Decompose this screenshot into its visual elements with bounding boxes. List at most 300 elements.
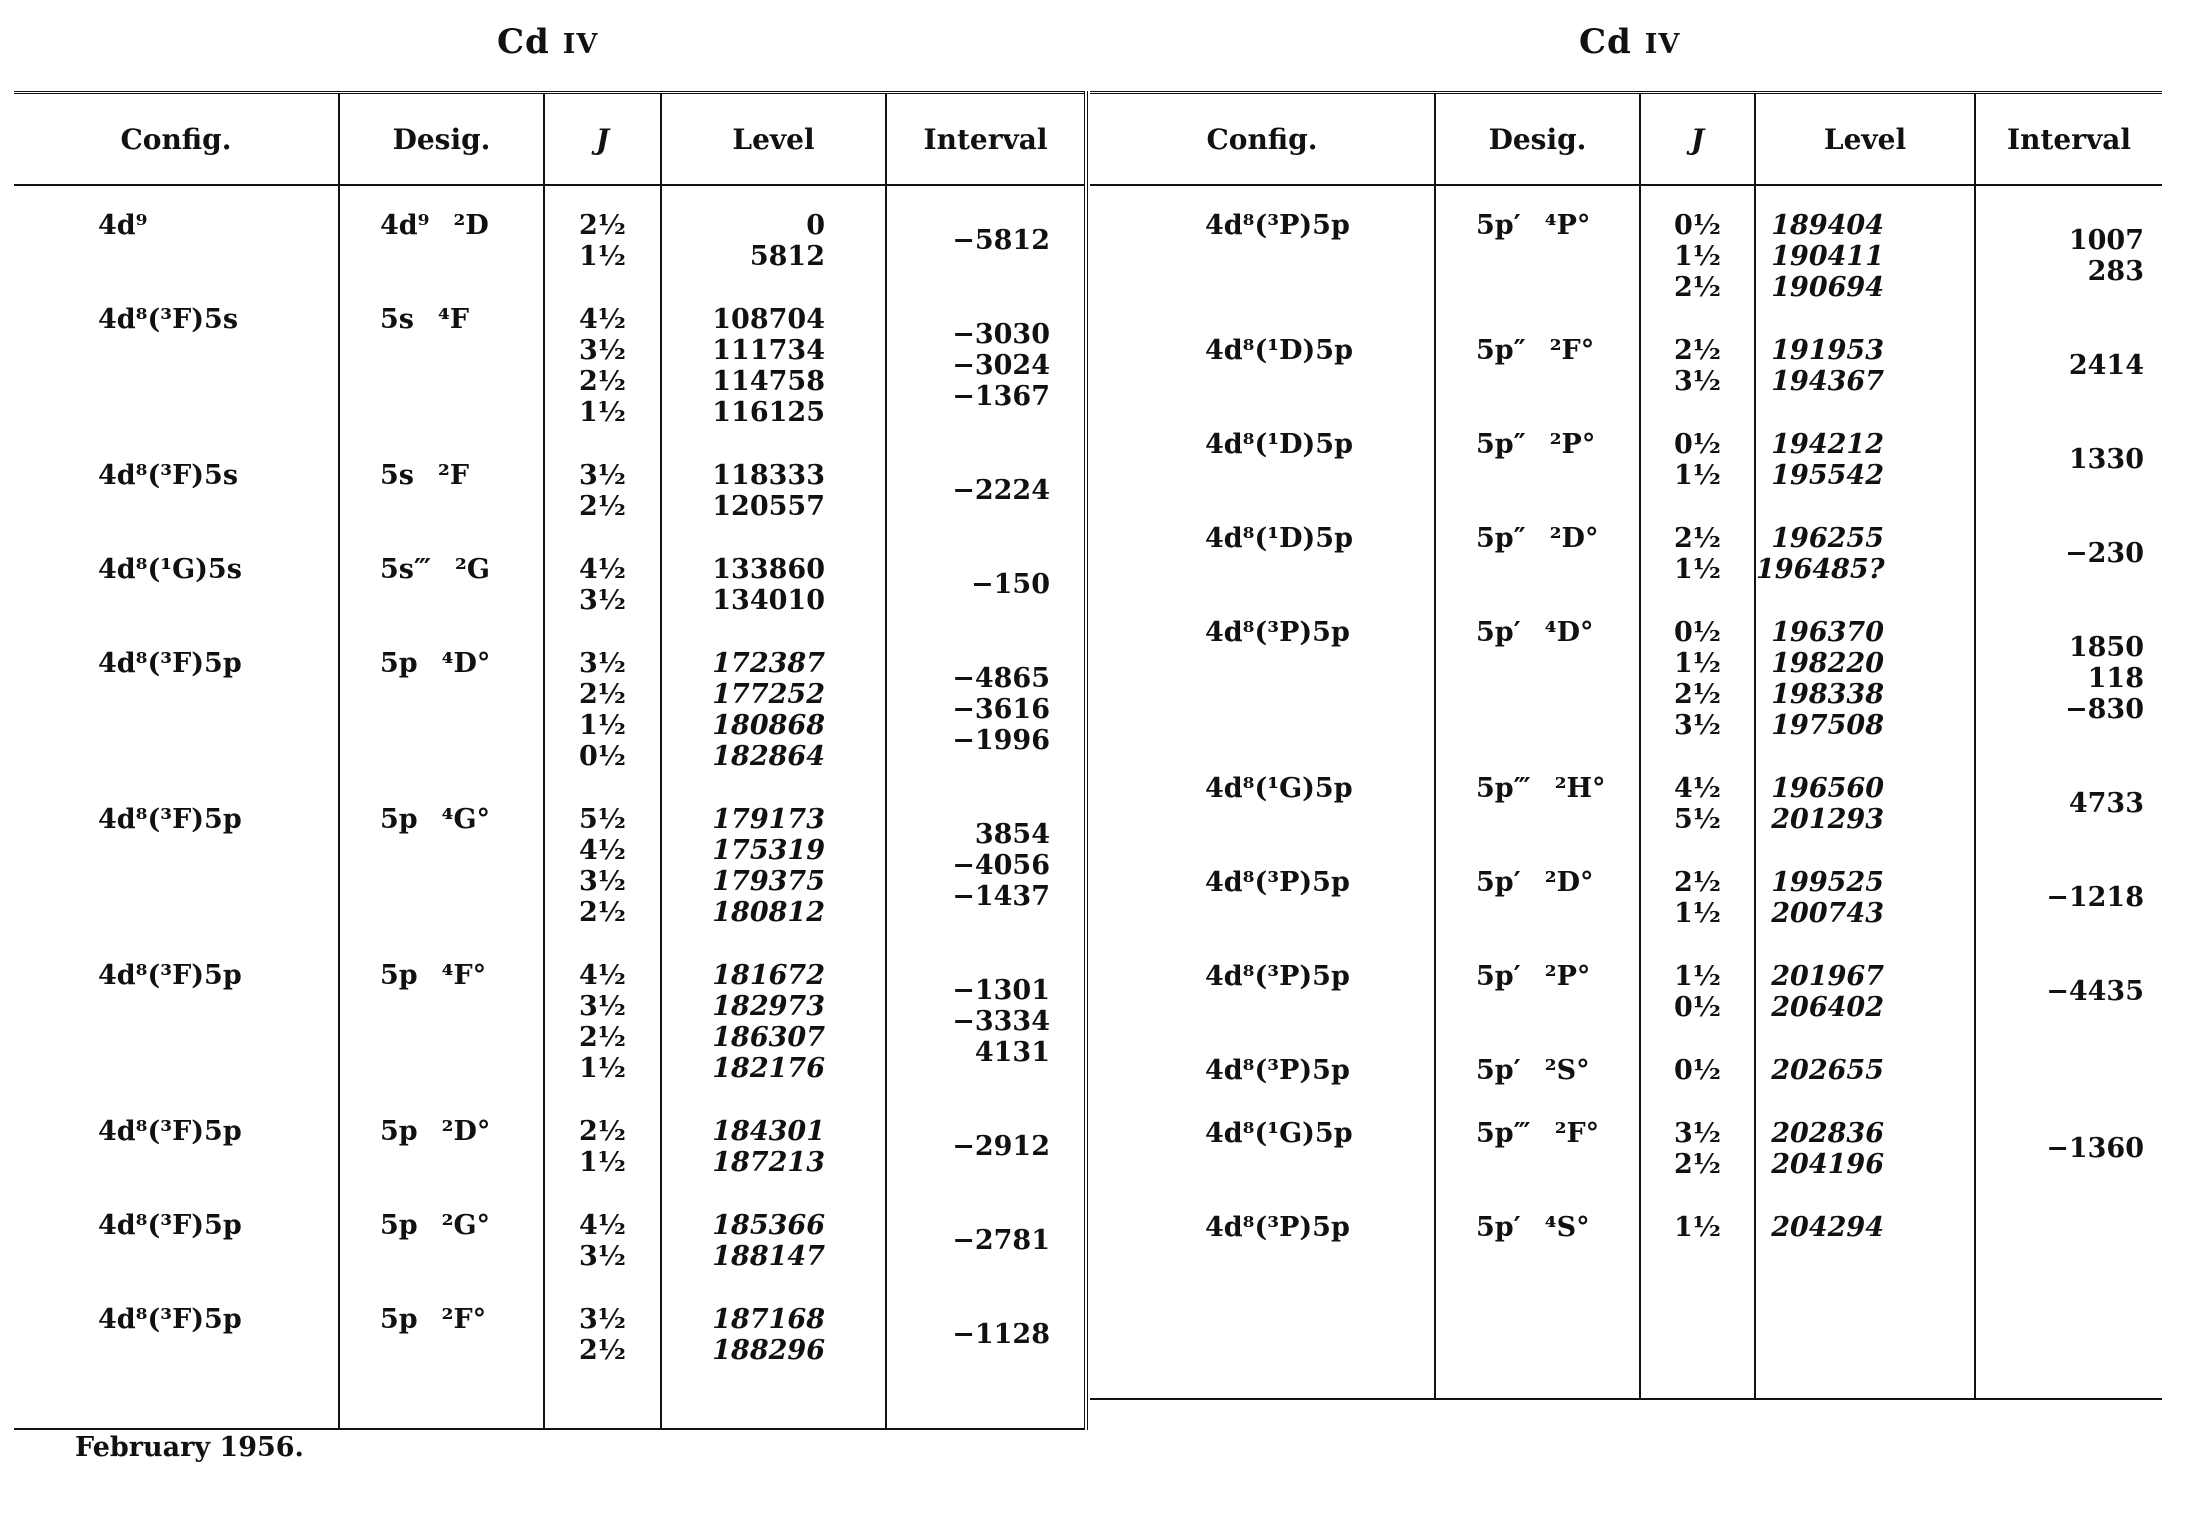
j-cell (1640, 1108, 1755, 1202)
interval-value: 283 (2087, 256, 2144, 287)
desig-cell (339, 950, 544, 1106)
j-cell (1640, 951, 1755, 1045)
j-value: 3½ (579, 460, 626, 491)
level-cell (1755, 1045, 1975, 1108)
page-title-left (497, 22, 598, 62)
level-value: 186307 (712, 1022, 825, 1053)
desig-text: 5p′ (1476, 1055, 1521, 1086)
j-value: 0½ (1674, 1055, 1721, 1086)
table-row (1090, 857, 2162, 951)
level-value: 108704 (712, 304, 825, 335)
interval-cell (1975, 951, 2162, 1045)
desig-cell (1435, 607, 1640, 763)
desig-text: 5p′ (1476, 867, 1521, 898)
term-symbol: ²D° (441, 1116, 491, 1147)
config-text: 4d⁸(³F)5p (98, 648, 242, 679)
level-cell (661, 638, 886, 794)
level-value: 198338 (1771, 679, 1884, 710)
interval-cell (1975, 1202, 2162, 1265)
level-value: 179375 (712, 866, 825, 897)
interval-cell (886, 950, 1086, 1106)
j-value: 4½ (579, 554, 626, 585)
config-text: 4d⁸(¹D)5p (1205, 523, 1353, 554)
level-value: 200743 (1771, 898, 1884, 929)
config-text: 4d⁸(³P)5p (1205, 1212, 1350, 1243)
j-cell (1640, 185, 1755, 325)
level-cell (661, 794, 886, 950)
level-cell (661, 544, 886, 638)
j-value: 2½ (579, 1335, 626, 1366)
j-cell (544, 950, 661, 1106)
j-value: 3½ (579, 991, 626, 1022)
config-cell (1090, 185, 1435, 325)
config-text: 4d⁸(³F)5p (98, 1304, 242, 1335)
level-value: 181672 (712, 960, 825, 991)
header-desig: Desig. (1435, 93, 1640, 186)
interval-cell (1975, 857, 2162, 951)
config-text: 4d⁸(¹G)5s (98, 554, 242, 585)
config-cell (1090, 1045, 1435, 1108)
empty-cell (339, 1388, 544, 1429)
desig-text: 5p (380, 1210, 418, 1241)
term-symbol: ²S° (1544, 1055, 1590, 1086)
level-cell (661, 1294, 886, 1388)
j-value: 3½ (579, 866, 626, 897)
term-symbol: ⁴F° (441, 960, 487, 991)
j-value: 3½ (579, 1304, 626, 1335)
j-value: 2½ (579, 491, 626, 522)
j-value: 3½ (1674, 366, 1721, 397)
interval-value: −1218 (2046, 882, 2144, 913)
level-value: 172387 (712, 648, 825, 679)
j-cell (544, 544, 661, 638)
header-desig: Desig. (339, 93, 544, 186)
level-value: 133860 (712, 554, 825, 585)
config-cell (14, 185, 339, 294)
interval-value: −3024 (952, 350, 1050, 381)
energy-level-table-left (14, 91, 1088, 1430)
desig-cell (339, 638, 544, 794)
config-text: 4d⁸(³F)5p (98, 1210, 242, 1241)
desig-cell (1435, 513, 1640, 607)
j-value: 4½ (579, 304, 626, 335)
config-text: 4d⁸(³F)5p (98, 1116, 242, 1147)
table-row (1090, 763, 2162, 857)
desig-text: 5s‴ (380, 554, 431, 585)
desig-cell (339, 450, 544, 544)
config-text: 4d⁸(³F)5p (98, 960, 242, 991)
level-value: 197508 (1771, 710, 1884, 741)
table-row (14, 794, 1086, 950)
desig-text: 5p (380, 804, 418, 835)
level-value: 198220 (1771, 648, 1884, 679)
term-symbol: ²F° (1549, 335, 1595, 366)
j-value: 5½ (1674, 804, 1721, 835)
level-cell (1755, 1202, 1975, 1265)
config-cell (14, 638, 339, 794)
desig-text: 5p′ (1476, 210, 1521, 241)
desig-cell (1435, 857, 1640, 951)
config-cell (14, 294, 339, 450)
j-value: 0½ (1674, 429, 1721, 460)
j-value: 1½ (579, 1147, 626, 1178)
config-cell (14, 950, 339, 1106)
interval-value: −3616 (952, 694, 1050, 725)
j-value: 1½ (579, 397, 626, 428)
interval-cell (1975, 513, 2162, 607)
level-cell (1755, 1108, 1975, 1202)
interval-value: −2912 (952, 1131, 1050, 1162)
j-value: 2½ (579, 366, 626, 397)
j-cell (1640, 1202, 1755, 1265)
desig-cell (339, 1294, 544, 1388)
desig-text: 4d⁹ (380, 210, 430, 241)
level-cell (1755, 951, 1975, 1045)
j-value: 0½ (1674, 210, 1721, 241)
level-value: 191953 (1771, 335, 1884, 366)
table-row (14, 185, 1086, 294)
level-cell (1755, 185, 1975, 325)
level-value: 111734 (712, 335, 825, 366)
config-text: 4d⁸(³P)5p (1205, 617, 1350, 648)
interval-value: 1850 (2068, 632, 2144, 663)
table-row (14, 1106, 1086, 1200)
table-row (14, 544, 1086, 638)
desig-text: 5p″ (1476, 429, 1526, 460)
level-value: 195542 (1771, 460, 1884, 491)
level-cell (1755, 325, 1975, 419)
interval-value: −2224 (952, 475, 1050, 506)
filler-row (1090, 1265, 2162, 1399)
header-interval: Interval (1975, 93, 2162, 186)
desig-cell (339, 794, 544, 950)
interval-value: −4435 (2046, 976, 2144, 1007)
j-value: 3½ (1674, 1118, 1721, 1149)
level-value: 204294 (1771, 1212, 1884, 1243)
desig-cell (1435, 419, 1640, 513)
j-value: 1½ (1674, 460, 1721, 491)
j-value: 1½ (1674, 554, 1721, 585)
config-cell (14, 1106, 339, 1200)
interval-value: 2414 (2068, 350, 2144, 381)
empty-cell (1975, 1265, 2162, 1399)
header-j: J (544, 93, 661, 186)
term-symbol: ²P° (1544, 961, 1591, 992)
term-symbol: ²D (453, 210, 489, 241)
desig-text: 5p′ (1476, 961, 1521, 992)
level-value: 120557 (712, 491, 825, 522)
j-value: 2½ (1674, 867, 1721, 898)
term-symbol: ²G° (441, 1210, 491, 1241)
table-body-left (14, 185, 1086, 1429)
desig-text: 5p‴ (1476, 773, 1531, 804)
config-text: 4d⁸(³F)5p (98, 804, 242, 835)
j-value: 3½ (579, 585, 626, 616)
term-symbol: ²D° (1549, 523, 1599, 554)
desig-cell (339, 544, 544, 638)
header-row (14, 93, 1086, 186)
level-value: 196485? (1756, 554, 1885, 585)
page-title-right (1579, 22, 1680, 62)
level-cell (661, 450, 886, 544)
empty-cell (544, 1388, 661, 1429)
level-cell (1755, 513, 1975, 607)
term-symbol: ²D° (1544, 867, 1594, 898)
interval-cell (1975, 419, 2162, 513)
level-cell (661, 1200, 886, 1294)
interval-cell (886, 1294, 1086, 1388)
desig-cell (1435, 1108, 1640, 1202)
j-value: 1½ (1674, 241, 1721, 272)
j-cell (1640, 419, 1755, 513)
level-value: 190411 (1771, 241, 1884, 272)
level-value: 202655 (1771, 1055, 1884, 1086)
j-value: 4½ (579, 960, 626, 991)
level-value: 196560 (1771, 773, 1884, 804)
interval-value: 4131 (974, 1037, 1050, 1068)
level-cell (661, 185, 886, 294)
header-config: Config. (14, 93, 339, 186)
desig-text: 5p (380, 1116, 418, 1147)
header-config: Config. (1090, 93, 1435, 186)
interval-value: −5812 (952, 225, 1050, 256)
interval-cell (1975, 763, 2162, 857)
title-left-stage: IV (562, 29, 599, 60)
interval-value: −4056 (952, 850, 1050, 881)
table-row (1090, 325, 2162, 419)
level-value: 187168 (712, 1304, 825, 1335)
level-value: 196370 (1771, 617, 1884, 648)
desig-text: 5p′ (1476, 617, 1521, 648)
table-row (14, 950, 1086, 1106)
desig-text: 5p (380, 1304, 418, 1335)
desig-text: 5p″ (1476, 335, 1526, 366)
config-cell (1090, 325, 1435, 419)
interval-value: −1437 (952, 881, 1050, 912)
header-level: Level (1755, 93, 1975, 186)
term-symbol: ²G (455, 554, 490, 585)
empty-cell (886, 1388, 1086, 1429)
config-cell (14, 794, 339, 950)
desig-cell (1435, 951, 1640, 1045)
j-value: 5½ (579, 804, 626, 835)
j-value: 2½ (1674, 335, 1721, 366)
j-value: 4½ (579, 835, 626, 866)
desig-text: 5p″ (1476, 523, 1526, 554)
j-value: 1½ (1674, 961, 1721, 992)
level-value: 177252 (712, 679, 825, 710)
interval-value: −150 (971, 569, 1050, 600)
header-interval: Interval (886, 93, 1086, 186)
interval-cell (886, 638, 1086, 794)
interval-value: 4733 (2068, 788, 2144, 819)
table-row (14, 450, 1086, 544)
config-text: 4d⁸(¹G)5p (1205, 1118, 1353, 1149)
config-text: 4d⁸(¹D)5p (1205, 335, 1353, 366)
term-symbol: ²F° (441, 1304, 487, 1335)
j-value: 1½ (1674, 1212, 1721, 1243)
interval-cell (1975, 607, 2162, 763)
j-value: 2½ (1674, 523, 1721, 554)
level-value: 180812 (712, 897, 825, 928)
level-value: 206402 (1771, 992, 1884, 1023)
interval-value: −1996 (952, 725, 1050, 756)
level-cell (1755, 857, 1975, 951)
energy-level-table-right (1090, 91, 2162, 1400)
term-symbol: ⁴D° (441, 648, 491, 679)
level-value: 182973 (712, 991, 825, 1022)
j-value: 3½ (1674, 710, 1721, 741)
j-cell (544, 638, 661, 794)
level-value: 202836 (1771, 1118, 1884, 1149)
table-row (1090, 1202, 2162, 1265)
interval-value: −1128 (952, 1319, 1050, 1350)
term-symbol: ²H° (1554, 773, 1606, 804)
level-cell (661, 1106, 886, 1200)
table-row (1090, 607, 2162, 763)
header-j: J (1640, 93, 1755, 186)
desig-cell (339, 1106, 544, 1200)
level-value: 182176 (712, 1053, 825, 1084)
level-value: 201967 (1771, 961, 1884, 992)
desig-cell (1435, 763, 1640, 857)
footer-date: February 1956. (75, 1432, 304, 1463)
j-value: 3½ (579, 1241, 626, 1272)
level-value: 5812 (749, 241, 825, 272)
config-text: 4d⁹ (98, 210, 148, 241)
config-text: 4d⁸(³P)5p (1205, 961, 1350, 992)
interval-value: −1301 (952, 975, 1050, 1006)
table-row (1090, 1045, 2162, 1108)
j-value: 3½ (579, 648, 626, 679)
table-body-right (1090, 185, 2162, 1399)
level-value: 0 (806, 210, 825, 241)
interval-cell (886, 1106, 1086, 1200)
level-value: 134010 (712, 585, 825, 616)
level-value: 188147 (712, 1241, 825, 1272)
desig-text: 5p (380, 960, 418, 991)
level-value: 182864 (712, 741, 825, 772)
j-cell (1640, 325, 1755, 419)
config-cell (1090, 419, 1435, 513)
level-value: 179173 (712, 804, 825, 835)
interval-value: −2781 (952, 1225, 1050, 1256)
interval-cell (1975, 1108, 2162, 1202)
level-value: 190694 (1771, 272, 1884, 303)
empty-cell (14, 1388, 339, 1429)
interval-value: −1367 (952, 381, 1050, 412)
config-cell (1090, 951, 1435, 1045)
interval-value: −4865 (952, 663, 1050, 694)
j-value: 2½ (579, 679, 626, 710)
interval-cell (886, 794, 1086, 950)
interval-value: 3854 (974, 819, 1050, 850)
j-cell (1640, 513, 1755, 607)
j-cell (1640, 763, 1755, 857)
desig-text: 5s (380, 460, 414, 491)
interval-value: −230 (2065, 538, 2144, 569)
term-symbol: ²P° (1549, 429, 1596, 460)
config-text: 4d⁸(³P)5p (1205, 867, 1350, 898)
config-cell (14, 544, 339, 638)
interval-value: −830 (2065, 694, 2144, 725)
table-row (14, 1294, 1086, 1388)
j-value: 1½ (1674, 648, 1721, 679)
j-value: 4½ (1674, 773, 1721, 804)
j-value: 1½ (579, 1053, 626, 1084)
term-symbol: ²F (438, 460, 469, 491)
config-text: 4d⁸(³P)5p (1205, 1055, 1350, 1086)
config-cell (14, 1294, 339, 1388)
j-value: 0½ (1674, 992, 1721, 1023)
level-value: 184301 (712, 1116, 825, 1147)
config-text: 4d⁸(³P)5p (1205, 210, 1350, 241)
config-cell (14, 1200, 339, 1294)
config-text: 4d⁸(³F)5s (98, 304, 239, 335)
j-value: 2½ (1674, 679, 1721, 710)
level-value: 187213 (712, 1147, 825, 1178)
j-value: 2½ (1674, 272, 1721, 303)
filler-row (14, 1388, 1086, 1429)
interval-value: −1360 (2046, 1133, 2144, 1164)
level-value: 175319 (712, 835, 825, 866)
config-text: 4d⁸(³F)5s (98, 460, 239, 491)
table-row (1090, 419, 2162, 513)
term-symbol: ⁴G° (441, 804, 491, 835)
j-value: 2½ (1674, 1149, 1721, 1180)
config-cell (1090, 513, 1435, 607)
j-cell (544, 185, 661, 294)
j-value: 2½ (579, 1022, 626, 1053)
table-row (1090, 951, 2162, 1045)
j-value: 4½ (579, 1210, 626, 1241)
j-cell (1640, 1045, 1755, 1108)
level-cell (661, 950, 886, 1106)
desig-text: 5p (380, 648, 418, 679)
table-row (14, 294, 1086, 450)
table-row (1090, 1108, 2162, 1202)
interval-value: 1007 (2068, 225, 2144, 256)
level-value: 199525 (1771, 867, 1884, 898)
j-cell (1640, 857, 1755, 951)
j-value: 2½ (579, 897, 626, 928)
header-row (1090, 93, 2162, 186)
j-value: 0½ (1674, 617, 1721, 648)
table-row (14, 638, 1086, 794)
config-cell (1090, 607, 1435, 763)
empty-cell (1435, 1265, 1640, 1399)
desig-cell (1435, 185, 1640, 325)
j-cell (544, 450, 661, 544)
empty-cell (1755, 1265, 1975, 1399)
config-cell (1090, 1202, 1435, 1265)
term-symbol: ⁴D° (1544, 617, 1594, 648)
term-symbol: ⁴S° (1544, 1212, 1590, 1243)
j-cell (544, 294, 661, 450)
level-cell (1755, 607, 1975, 763)
interval-cell (1975, 185, 2162, 325)
level-value: 116125 (712, 397, 825, 428)
title-left-element: Cd (497, 22, 550, 62)
interval-value: −3030 (952, 319, 1050, 350)
desig-cell (339, 1200, 544, 1294)
j-cell (544, 1294, 661, 1388)
term-symbol: ⁴F (438, 304, 469, 335)
level-cell (1755, 763, 1975, 857)
desig-cell (339, 294, 544, 450)
desig-cell (339, 185, 544, 294)
interval-value: −3334 (952, 1006, 1050, 1037)
